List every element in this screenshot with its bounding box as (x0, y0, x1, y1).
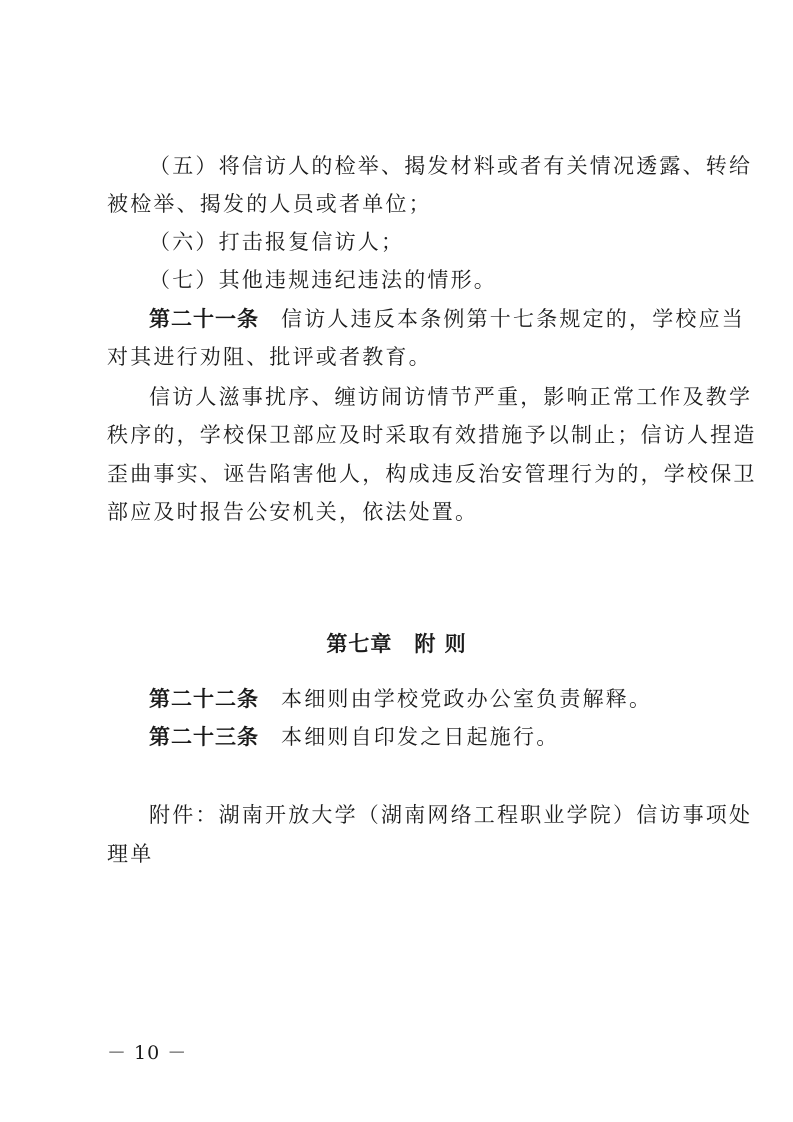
article-23-text: 本细则自印发之日起施行。 (281, 725, 560, 749)
article-22-label: 第二十二条 (149, 687, 259, 711)
article-21 (149, 304, 745, 334)
page-number: － 10 － (107, 1042, 188, 1064)
item-5-line-1: （五）将信访人的检举、揭发材料或者有关情况透露、转给 (149, 154, 753, 178)
attachment-line-1: 附件：湖南开放大学（湖南网络工程职业学院）信访事项处 (149, 803, 753, 827)
item-6: （六）打击报复信访人； (149, 230, 405, 254)
attachment-line-2: 理单 (107, 842, 154, 866)
article-22-text: 本细则由学校党政办公室负责解释。 (281, 687, 653, 711)
article-21-label: 第二十一条 (149, 307, 259, 331)
paragraph-line-2: 秩序的，学校保卫部应及时采取有效措施予以制止；信访人捏造 (107, 423, 757, 447)
paragraph-line-3: 歪曲事实、诬告陷害他人，构成违反治安管理行为的，学校保卫 (107, 462, 757, 486)
article-21-text-line-2: 对其进行劝阻、批评或者教育。 (107, 345, 432, 369)
paragraph-line-4: 部应及时报告公安机关，依法处置。 (107, 500, 479, 524)
paragraph-line-1: 信访人滋事扰序、缠访闹访情节严重，影响正常工作及教学 (149, 385, 753, 409)
article-22 (149, 684, 697, 714)
chapter-number: 第七章 (326, 632, 393, 656)
chapter-title: 附 则 (414, 632, 467, 656)
item-7: （七）其他违规违纪违法的情形。 (149, 268, 497, 292)
chapter-heading (0, 629, 793, 659)
item-5-line-2: 被检举、揭发的人员或者单位； (107, 192, 432, 216)
article-21-text-line-1: 信访人违反本条例第十七条规定的，学校应当 (281, 307, 745, 331)
article-23-label: 第二十三条 (149, 725, 259, 749)
article-23 (149, 722, 697, 752)
